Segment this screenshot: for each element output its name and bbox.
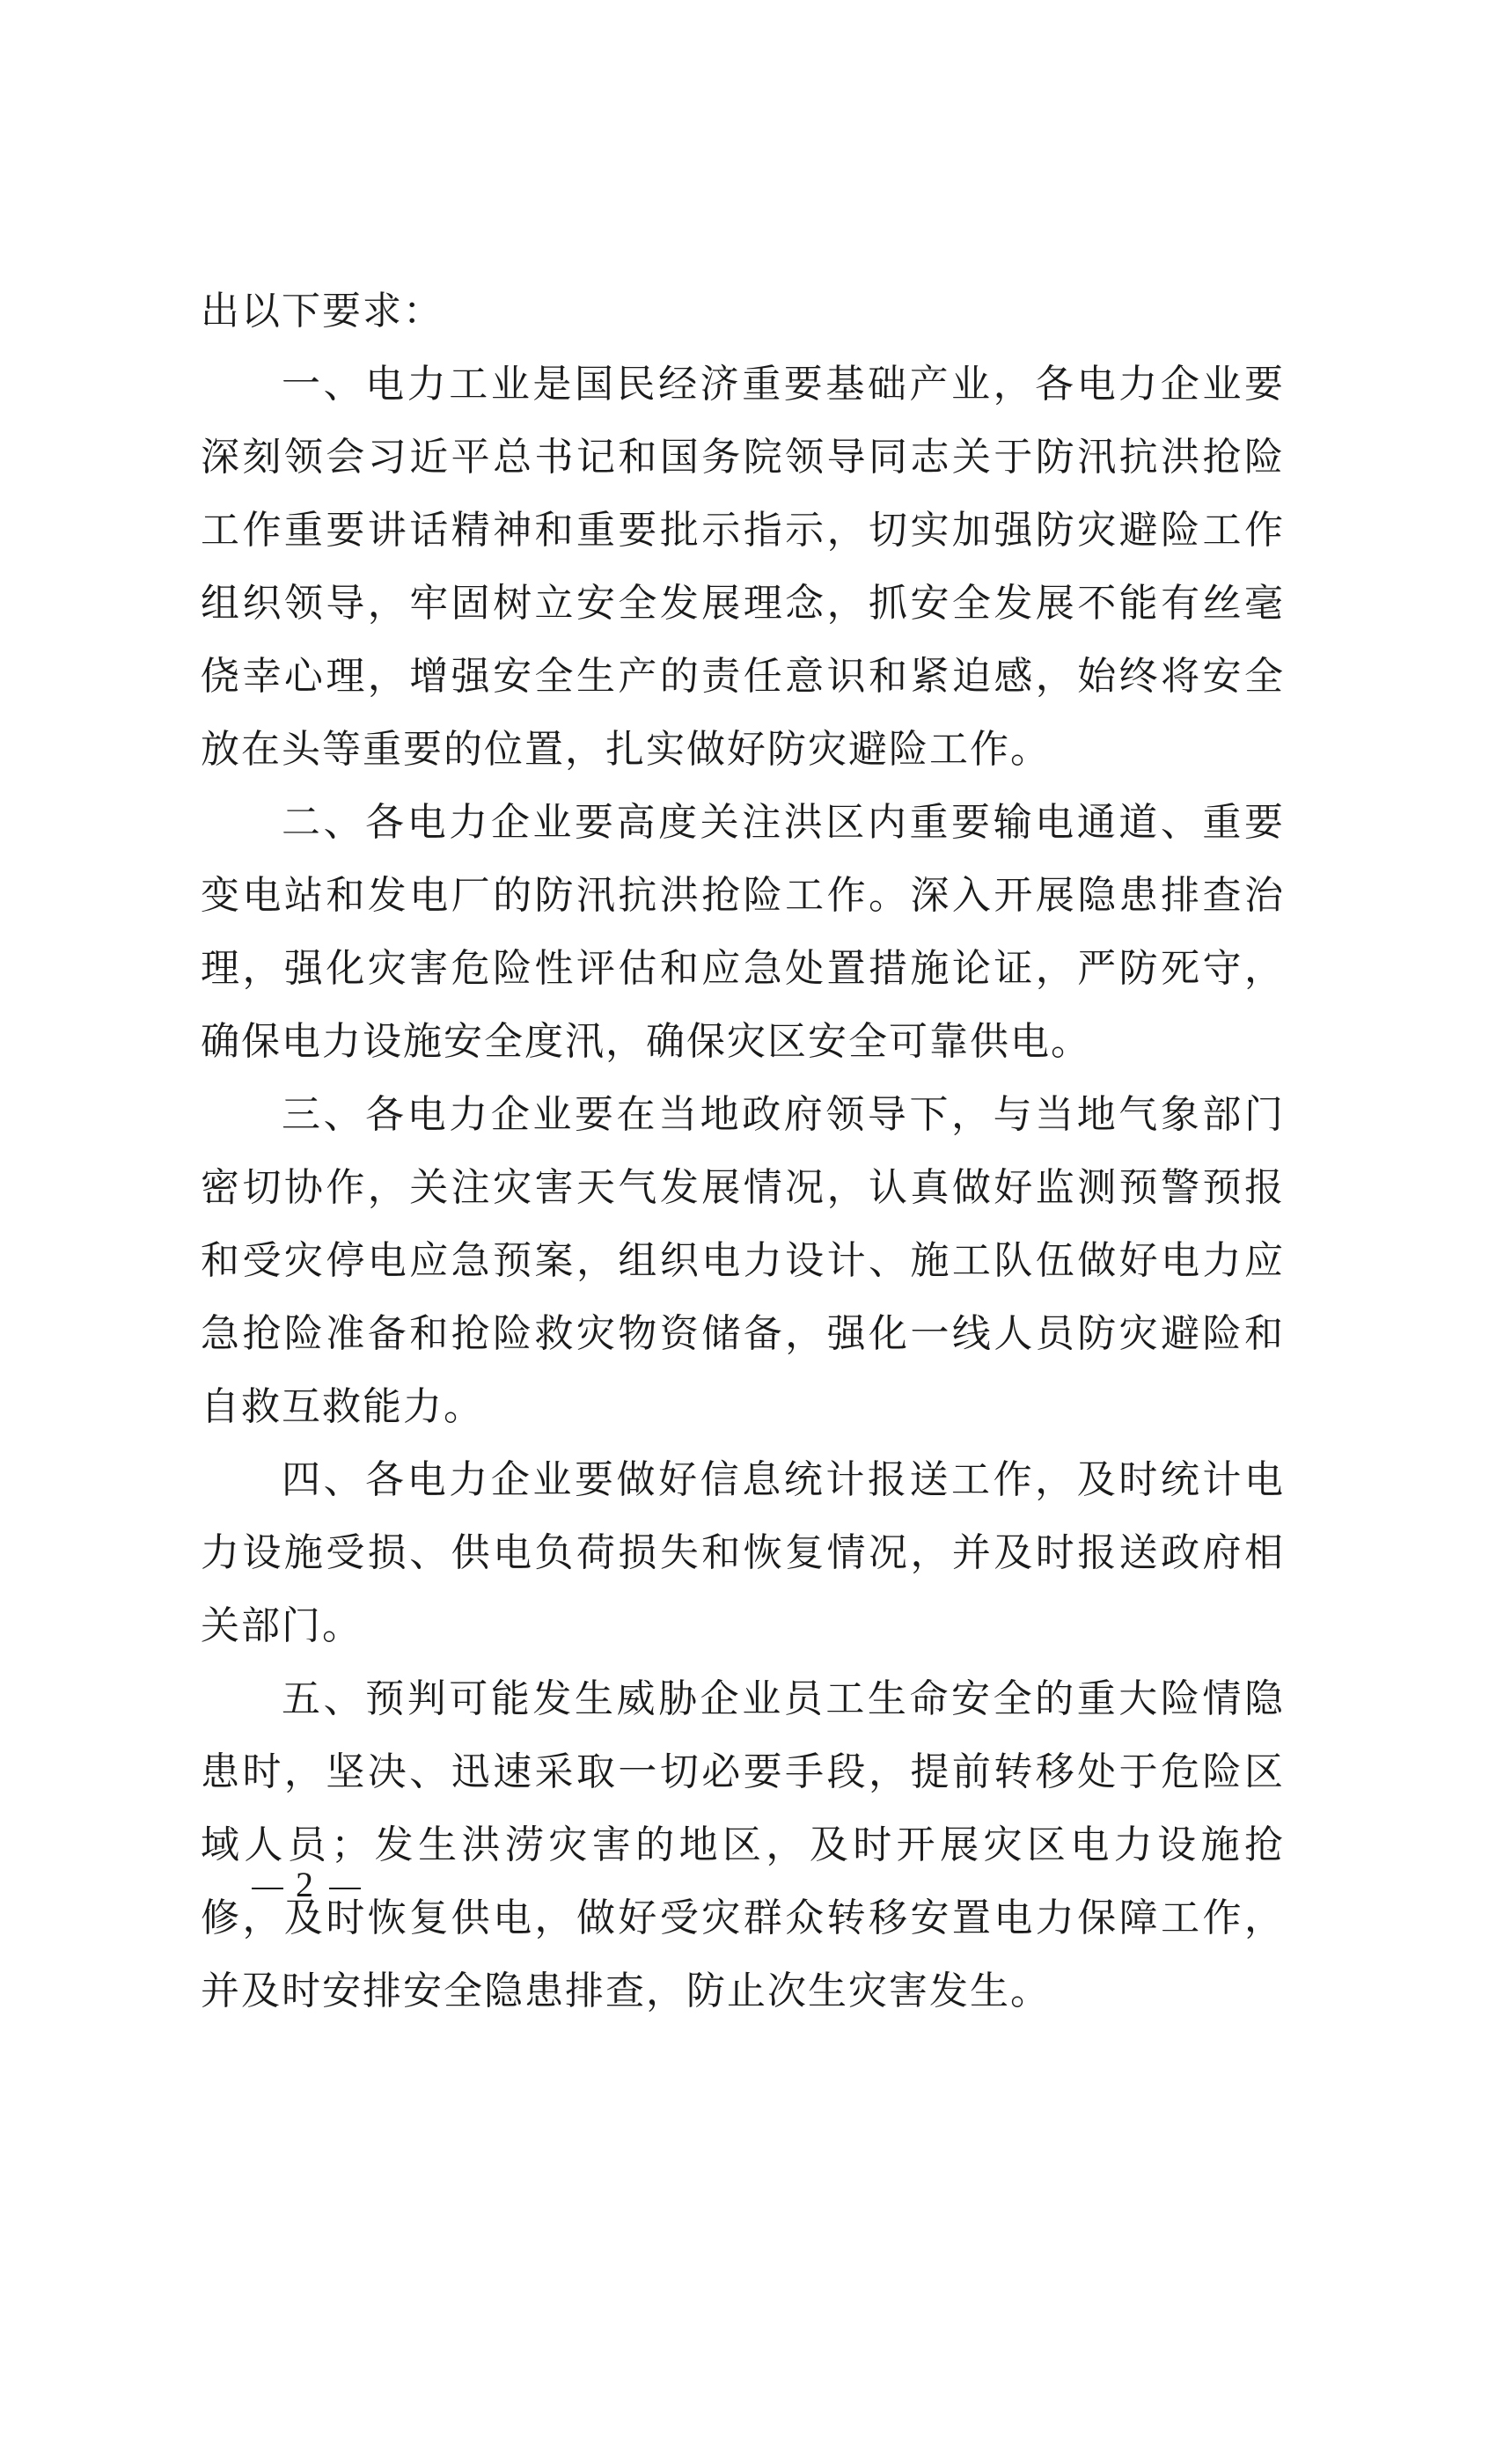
paragraph-item-4: 四、各电力企业要做好信息统计报送工作，及时统计电力设施受损、供电负荷损失和恢复情况，并及时报送政府相关部门。 <box>201 1457 1285 1648</box>
paragraph-intro: 出以下要求： <box>201 289 444 334</box>
document-body <box>201 275 1285 2028</box>
page-number: 2 <box>296 1865 317 1904</box>
right-dash <box>329 1888 361 1889</box>
paragraph-item-3: 三、各电力企业要在当地政府领导下，与当地气象部门密切协作，关注灾害天气发展情况，认真做好监测预警预报和受灾停电应急预案，组织电力设计、施工队伍做好电力应急抢险准备和抢险救灾物资储备，强化一线人员防灾避险和自救互救能力。 <box>201 1092 1285 1429</box>
paragraph-item-5: 五、预判可能发生威胁企业员工生命安全的重大险情隐患时，坚决、迅速采取一切必要手段，提前转移处于危险区域人员；发生洪涝灾害的地区，及时开展灾区电力设施抢修，及时恢复供电，做好受灾群众转移安置电力保障工作，并及时安排安全隐患排查，防止次生灾害发生。 <box>201 1676 1285 2013</box>
left-dash <box>252 1888 283 1889</box>
paragraph-item-2: 二、各电力企业要高度关注洪区内重要输电通道、重要变电站和发电厂的防汛抗洪抢险工作。深入开展隐患排查治理，强化灾害危险性评估和应急处置措施论证，严防死守，确保电力设施安全度汛，确保灾区安全可靠供电。 <box>201 800 1285 1064</box>
paragraph-item-1: 一、电力工业是国民经济重要基础产业，各电力企业要深刻领会习近平总书记和国务院领导同志关于防汛抗洪抢险工作重要讲话精神和重要批示指示，切实加强防灾避险工作组织领导，牢固树立安全发展理念，抓安全发展不能有丝毫侥幸心理，增强安全生产的责任意识和紧迫感，始终将安全放在头等重要的位置，扎实做好防灾避险工作。 <box>201 362 1285 772</box>
page-footer <box>239 1859 373 1911</box>
